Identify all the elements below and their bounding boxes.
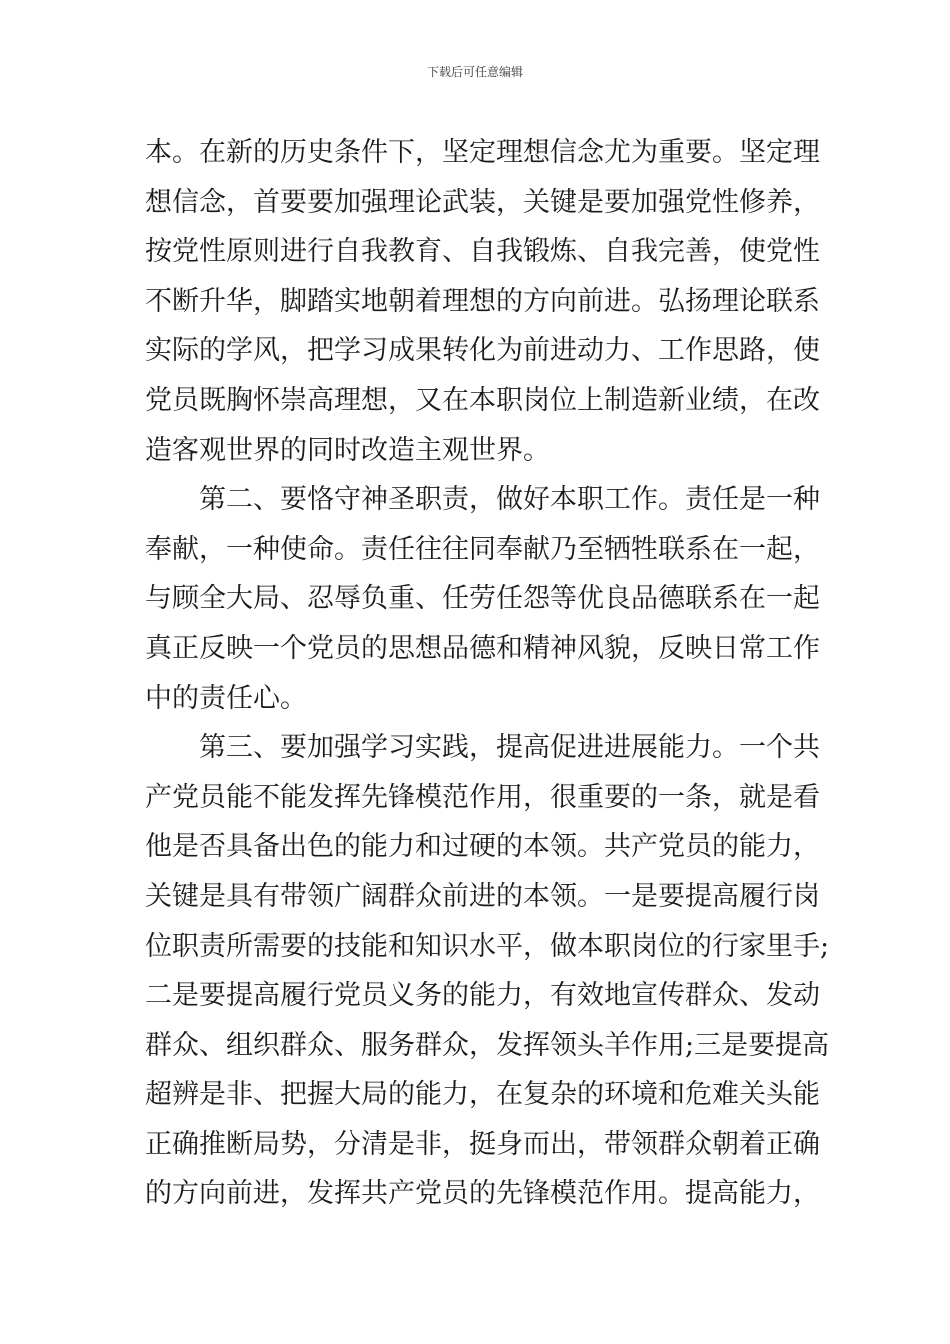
text-line: 的方向前进，发挥共产党员的先锋模范作用。提高能力，: [145, 1178, 820, 1210]
text-line: 第二、要恪守神圣职责，做好本职工作。责任是一种: [199, 484, 820, 516]
text-line: 中的责任心。: [145, 682, 307, 714]
paragraph-3: [145, 723, 830, 1219]
text-line: 位职责所需要的技能和知识水平，做本职岗位的行家里手;: [145, 930, 830, 962]
text-line: 造客观世界的同时改造主观世界。: [145, 434, 550, 466]
document-body: [145, 128, 830, 1219]
paragraph-1: [145, 128, 820, 475]
text-line: 超辨是非、把握大局的能力，在复杂的环境和危难关头能: [145, 1079, 820, 1111]
text-line: 本。在新的历史条件下，坚定理想信念尤为重要。坚定理: [145, 137, 820, 168]
text-line: 按党性原则进行自我教育、自我锻炼、自我完善，使党性: [145, 236, 820, 268]
text-line: 奉献，一种使命。责任往往同奉献乃至牺牲联系在一起，: [145, 533, 820, 565]
text-line: 他是否具备出色的能力和过硬的本领。共产党员的能力，: [145, 831, 820, 863]
text-line: 产党员能不能发挥先锋模范作用，很重要的一条，就是看: [145, 781, 820, 813]
text-line: 党员既胸怀崇高理想，又在本职岗位上制造新业绩，在改: [145, 384, 820, 416]
text-line: 第三、要加强学习实践，提高促进进展能力。一个共: [199, 732, 820, 764]
text-line: 与顾全大局、忍辱负重、任劳任怨等优良品德联系在一起: [145, 583, 820, 615]
page-header: 下载后可任意编辑: [426, 65, 523, 79]
text-line: 关键是具有带领广阔群众前进的本领。一是要提高履行岗: [145, 880, 820, 912]
paragraph-2: [145, 475, 820, 723]
text-line: 群众、组织群众、服务群众，发挥领头羊作用;三是要提高: [145, 1029, 830, 1061]
text-line: 想信念，首要要加强理论武装，关键是要加强党性修养，: [145, 186, 820, 218]
text-line: 二是要提高履行党员义务的能力，有效地宣传群众、发动: [145, 980, 820, 1012]
text-line: 真正反映一个党员的思想品德和精神风貌，反映日常工作: [145, 632, 820, 664]
text-line: 不断升华，脚踏实地朝着理想的方向前进。弘扬理论联系: [145, 285, 820, 317]
text-line: 正确推断局势，分清是非，挺身而出，带领群众朝着正确: [145, 1128, 820, 1160]
text-line: 实际的学风，把学习成果转化为前进动力、工作思路，使: [145, 335, 820, 367]
